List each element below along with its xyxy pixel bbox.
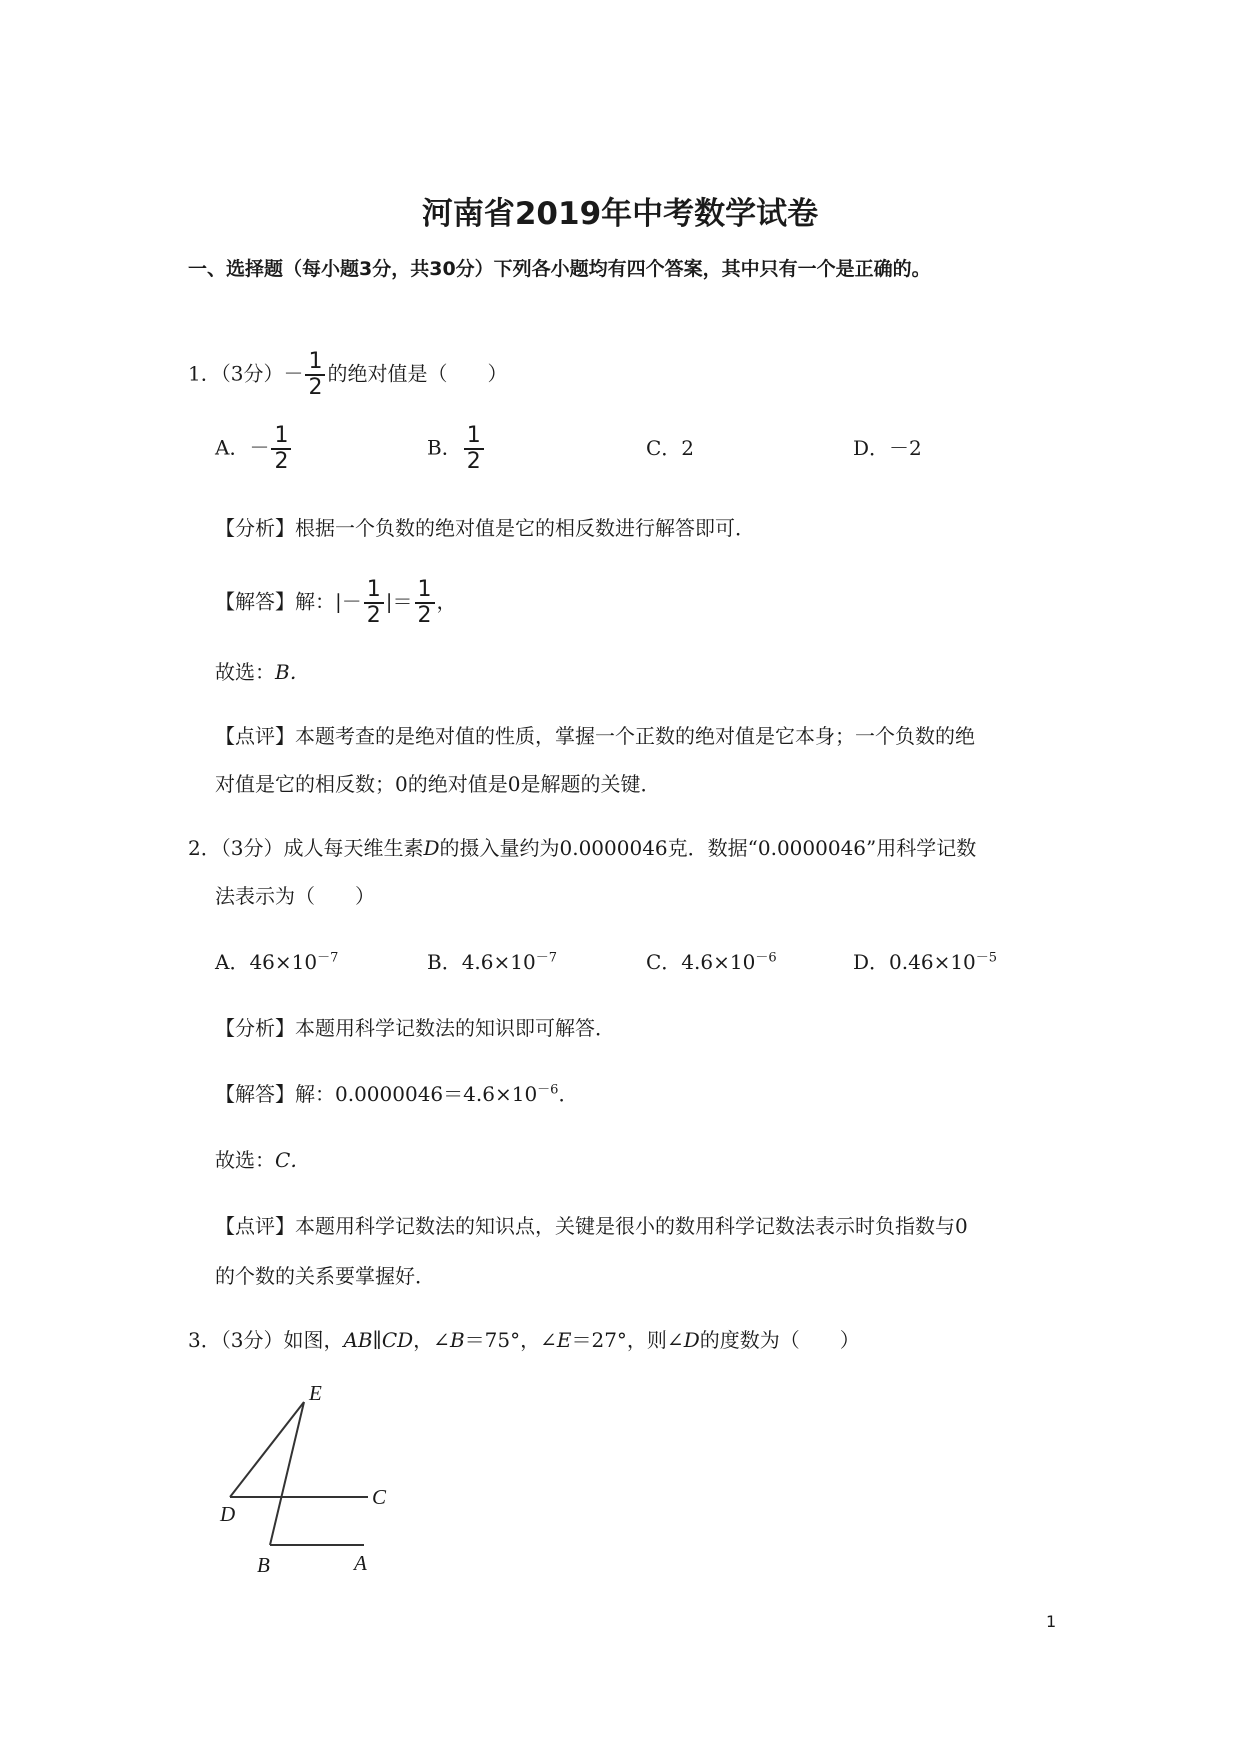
answer-exponent: －6	[537, 1082, 559, 1098]
q1-analysis	[215, 514, 755, 542]
choice-prefix: 故选：	[215, 1148, 275, 1172]
choice-prefix: 故选：	[215, 660, 275, 684]
answer-tag: 【解答】	[215, 589, 295, 614]
frac-numerator: 1	[415, 578, 435, 604]
q2-comment-line-2: 的个数的关系要掌握好．	[215, 1264, 435, 1288]
q3-figure	[200, 1380, 420, 1580]
frac-denominator: 2	[274, 449, 289, 474]
option-exponent: －6	[755, 950, 777, 966]
q3-stem-d: ＝27°，则∠	[571, 1328, 684, 1352]
answer-end: ．	[558, 1082, 579, 1106]
option-label: B．	[427, 435, 462, 460]
label-c: C	[372, 1485, 387, 1509]
q3-stem-angle-b: B	[449, 1328, 465, 1352]
label-a: A	[354, 1551, 367, 1575]
answer-suffix: ，	[436, 589, 457, 614]
answer-prefix: 解：|－	[295, 589, 362, 614]
option-base: A．46×10	[215, 950, 318, 974]
q2-analysis	[215, 1014, 615, 1042]
frac-denominator: 2	[308, 375, 323, 400]
answer-fraction-2	[415, 578, 435, 628]
label-e: E	[309, 1381, 322, 1405]
q3-stem-c: ＝75°，∠	[464, 1328, 557, 1352]
q3-stem-b: ，∠	[413, 1328, 450, 1352]
q3-stem-e: 的度数为（ ）	[699, 1328, 860, 1352]
comment-tag: 【点评】	[215, 1214, 295, 1238]
answer-fraction-1	[364, 578, 384, 628]
q2-stem-a: 2．（3分）成人每天维生素	[188, 836, 424, 860]
q3-stem-a: 3．（3分）如图，	[188, 1328, 344, 1352]
option-fraction	[271, 424, 291, 474]
frac-denominator: 2	[366, 603, 381, 628]
frac-numerator: 1	[305, 350, 325, 376]
q1-stem-suffix: 的绝对值是（ ）	[327, 361, 508, 386]
q1-stem-prefix: 1．（3分）－	[188, 361, 304, 386]
analysis-tag: 【分析】	[215, 1016, 295, 1040]
q2-option-d	[853, 948, 997, 976]
frac-denominator: 2	[417, 603, 432, 628]
q1-option-b	[427, 424, 486, 474]
q2-stem-b: 的摄入量约为0.0000046克．数据“0.0000046”用科学记数	[439, 836, 977, 860]
q2-option-c	[646, 948, 777, 976]
q1-option-d: D．－2	[853, 436, 922, 460]
frac-numerator: 1	[464, 424, 484, 450]
q3-stem-angle-e: E	[556, 1328, 572, 1352]
analysis-text: 本题用科学记数法的知识即可解答．	[295, 1016, 615, 1040]
option-label: A．－	[215, 435, 270, 460]
q1-choice	[215, 658, 310, 686]
answer-mid: |＝	[385, 589, 413, 614]
q1-comment-line-1	[215, 722, 975, 750]
page-title: 河南省2019年中考数学试卷	[421, 196, 819, 232]
q2-option-b	[427, 948, 557, 976]
comment-text: 本题考查的是绝对值的性质，掌握一个正数的绝对值是它本身；一个负数的绝	[295, 724, 975, 748]
answer-base: 解：0.0000046＝4.6×10	[295, 1082, 538, 1106]
choice-value: B．	[275, 660, 310, 684]
q2-answer	[215, 1080, 578, 1108]
label-b: B	[257, 1553, 270, 1577]
q1-answer	[215, 578, 457, 628]
q1-stem	[188, 350, 507, 400]
analysis-text: 根据一个负数的绝对值是它的相反数进行解答即可．	[295, 516, 755, 540]
q2-option-a	[215, 948, 338, 976]
q2-comment-line-1	[215, 1212, 968, 1240]
analysis-tag: 【分析】	[215, 516, 295, 540]
option-exponent: －5	[975, 950, 998, 966]
frac-denominator: 2	[466, 449, 481, 474]
q3-stem-angle-d: D	[683, 1328, 700, 1352]
q3-stem-ab: AB∥CD	[343, 1328, 414, 1352]
section-header: 一、选择题（每小题3分，共30分）下列各小题均有四个答案，其中只有一个是正确的。	[188, 258, 931, 280]
q1-option-a	[215, 424, 293, 474]
label-d: D	[220, 1502, 236, 1526]
option-base: C．4.6×10	[646, 950, 756, 974]
q1-stem-fraction	[305, 350, 325, 400]
frac-numerator: 1	[364, 578, 384, 604]
q1-comment-line-2: 对值是它的相反数；0的绝对值是0是解题的关键．	[215, 772, 661, 796]
answer-tag: 【解答】	[215, 1082, 295, 1106]
option-fraction	[464, 424, 484, 474]
option-base: B．4.6×10	[427, 950, 536, 974]
q2-stem-var: D	[423, 836, 440, 860]
choice-value: C．	[275, 1148, 311, 1172]
option-exponent: －7	[535, 950, 557, 966]
page-number: 1	[1046, 1612, 1057, 1631]
q2-stem-line-2: 法表示为（ ）	[215, 884, 375, 908]
q2-choice	[215, 1146, 310, 1174]
q3-stem	[188, 1326, 860, 1354]
frac-numerator: 1	[271, 424, 291, 450]
comment-text: 本题用科学记数法的知识点，关键是很小的数用科学记数法表示时负指数与0	[295, 1214, 968, 1238]
q1-option-c: C．2	[646, 436, 695, 460]
q2-stem-line-1	[188, 834, 976, 862]
option-base: D．0.46×10	[853, 950, 976, 974]
comment-tag: 【点评】	[215, 724, 295, 748]
option-exponent: －7	[317, 950, 339, 966]
